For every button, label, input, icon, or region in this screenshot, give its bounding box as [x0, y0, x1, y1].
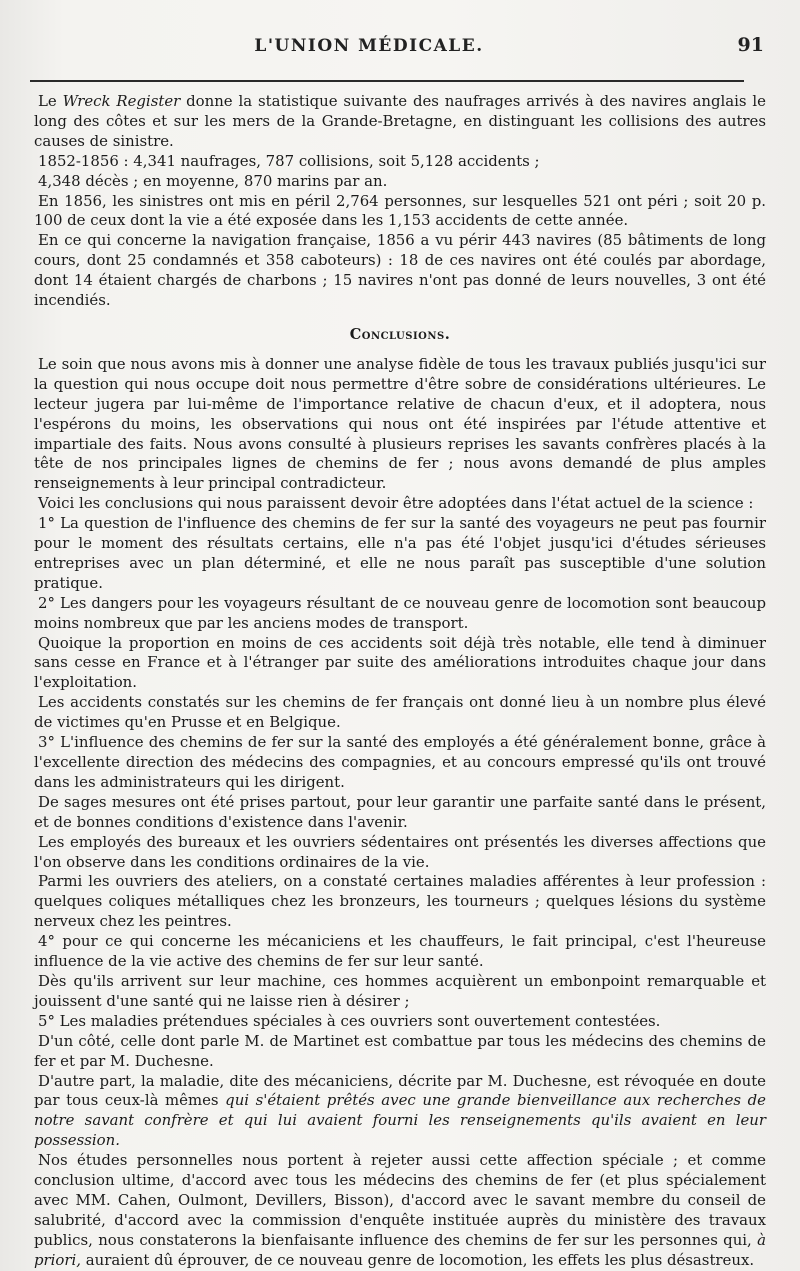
text-run: Nos études personnelles nous portent à rejeter aussi cette affection spéciale ; et comme conclusion ultime, d'accord avec tous les médecins des chemins de fer (et plus spécialement avec MM. Cahen, Oulmont, Devillers, Bisson), d'accord avec le savant membre du conseil de salubrité, d'accord avec la commission d'enquête instituée auprès du ministère des travaux publics, nous constaterons la bienfaisante influence des chemins de fer sur les personnes qui, — [34, 1151, 766, 1249]
section-heading: Conclusions. — [349, 325, 451, 343]
paragraph — [34, 1151, 766, 1270]
paragraph: Voici les conclusions qui nous paraissent devoir être adoptées dans l'état actuel de la science : — [38, 494, 754, 513]
paragraph: Le soin que nous avons mis à donner une analyse fidèle de tous les travaux publiés jusqu'ici sur la question qui nous occupe doit nous permettre d'être sobre de considérations ultérieures. Le lecteur jugera par lui-même de l'importance relative de chacun d'eux, et il adoptera, nous l'espérons du moins, les observations qui nous ont été inspirées par l'étude attentive et impartiale des faits. Nous avons consulté à plusieurs reprises les savants confrères placés à la tête de nos principales lignes de chemins de fer ; nous avons demandé de plus amples renseignements à leur principal contradicteur. — [34, 354, 766, 493]
paragraph: 2° Les dangers pour les voyageurs résultant de ce nouveau genre de locomotion sont beaucoup moins nombreux que par les anciens modes de transport. — [34, 593, 766, 632]
paragraph: Quoique la proportion en moins de ces accidents soit déjà très notable, elle tend à diminuer sans cesse en France et à l'étranger par suite des améliorations introduites chaque jour dans l'exploitation. — [34, 633, 766, 692]
paragraph: De sages mesures ont été prises partout, pour leur garantir une parfaite santé dans le présent, et de bonnes conditions d'existence dans l'avenir. — [34, 792, 766, 831]
body-text — [34, 92, 766, 1271]
paragraph: 1° La question de l'influence des chemins de fer sur la santé des voyageurs ne peut pas fournir pour le moment des résultats certains, elle n'a pas été l'objet jusqu'ici d'études sérieuses entreprises avec un plan déterminé, et elle ne nous paraît pas susceptible d'une solution pratique. — [34, 514, 766, 592]
paragraph: Les accidents constatés sur les chemins de fer français ont donné lieu à un nombre plus élevé de victimes qu'en Prusse et en Belgique. — [34, 693, 766, 732]
text-run: donne la statistique suivante des naufrages arrivés à des navires anglais le long des côtes et sur les mers de la Grande-Bretagne, en distinguant les collisions des autres causes de sinistre. — [34, 92, 766, 150]
text-run: D'autre part, la maladie, dite des mécaniciens, décrite par M. Duchesne, est révoquée en doute par tous ceux-là mêmes — [34, 1071, 766, 1110]
paragraph: Les employés des bureaux et les ouvriers sédentaires ont présentés les diverses affections que l'on observe dans les conditions ordinaires de la vie. — [34, 832, 766, 871]
paragraph: Dès qu'ils arrivent sur leur machine, ces hommes acquièrent un embonpoint remarquable et jouissent d'une santé qui ne laisse rien à désirer ; — [34, 971, 766, 1010]
paragraph: Parmi les ouvriers des ateliers, on a constaté certaines maladies afférentes à leur profession : quelques coliques métalliques chez les bronzeurs, les tourneurs ; quelques lésions du système nerveux chez les peintres. — [34, 872, 766, 931]
paragraph: En ce qui concerne la navigation française, 1856 a vu périr 443 navires (85 bâtiments de long cours, dont 25 condamnés et 358 caboteurs) : 18 de ces navires ont été coulés par abordage, dont 14 étaient chargés de charbons ; 15 navires n'ont pas donné de leurs nouvelles, 3 ont été incendiés. — [34, 231, 766, 310]
italic-phrase: à priori, — [34, 1230, 766, 1269]
text-run: auraient dû éprouver, de ce nouveau genre de locomotion, les effets les plus désastreux. — [81, 1250, 755, 1269]
header-rule — [30, 80, 744, 82]
paragraph: En 1856, les sinistres ont mis en péril 2,764 personnes, sur lesquelles 521 ont péri ; soit 20 p. 100 de ceux dont la vie a été exposée dans les 1,153 accidents de cette année. — [34, 191, 766, 230]
running-title: L'UNION MÉDICALE. — [254, 36, 484, 56]
paragraph: 3° L'influence des chemins de fer sur la santé des employés a été généralement bonne, grâce à l'excellente direction des médecins des compagnies, et au concours empressé qu'ils ont trouvé dans les administrateurs qui les dirigent. — [34, 733, 766, 791]
paragraph: D'un côté, celle dont parle M. de Martinet est combattue par tous les médecins des chemins de fer et par M. Duchesne. — [34, 1031, 766, 1070]
paragraph — [34, 1072, 766, 1152]
paragraph: 5° Les maladies prétendues spéciales à ces ouvriers sont ouvertement contestées. — [38, 1011, 661, 1030]
paragraph: 4,348 décès ; en moyenne, 870 marins par an. — [38, 171, 388, 190]
italic-quote: qui s'étaient prêtés avec une grande bienveillance aux recherches de notre savant confrère et qui lui avaient fourni les renseignements qu'ils avaient en leur possession. — [34, 1091, 766, 1150]
italic-title: Wreck Register — [62, 92, 181, 110]
page-header — [34, 30, 764, 70]
page-number: 91 — [737, 34, 764, 56]
paragraph: 4° pour ce qui concerne les mécaniciens et les chauffeurs, le fait principal, c'est l'heureuse influence de la vie active des chemins de fer sur leur santé. — [34, 932, 766, 971]
paragraph — [34, 92, 766, 152]
paragraph: 1852-1856 : 4,341 naufrages, 787 collisions, soit 5,128 accidents ; — [38, 151, 540, 170]
text-run: Le — [38, 92, 63, 110]
